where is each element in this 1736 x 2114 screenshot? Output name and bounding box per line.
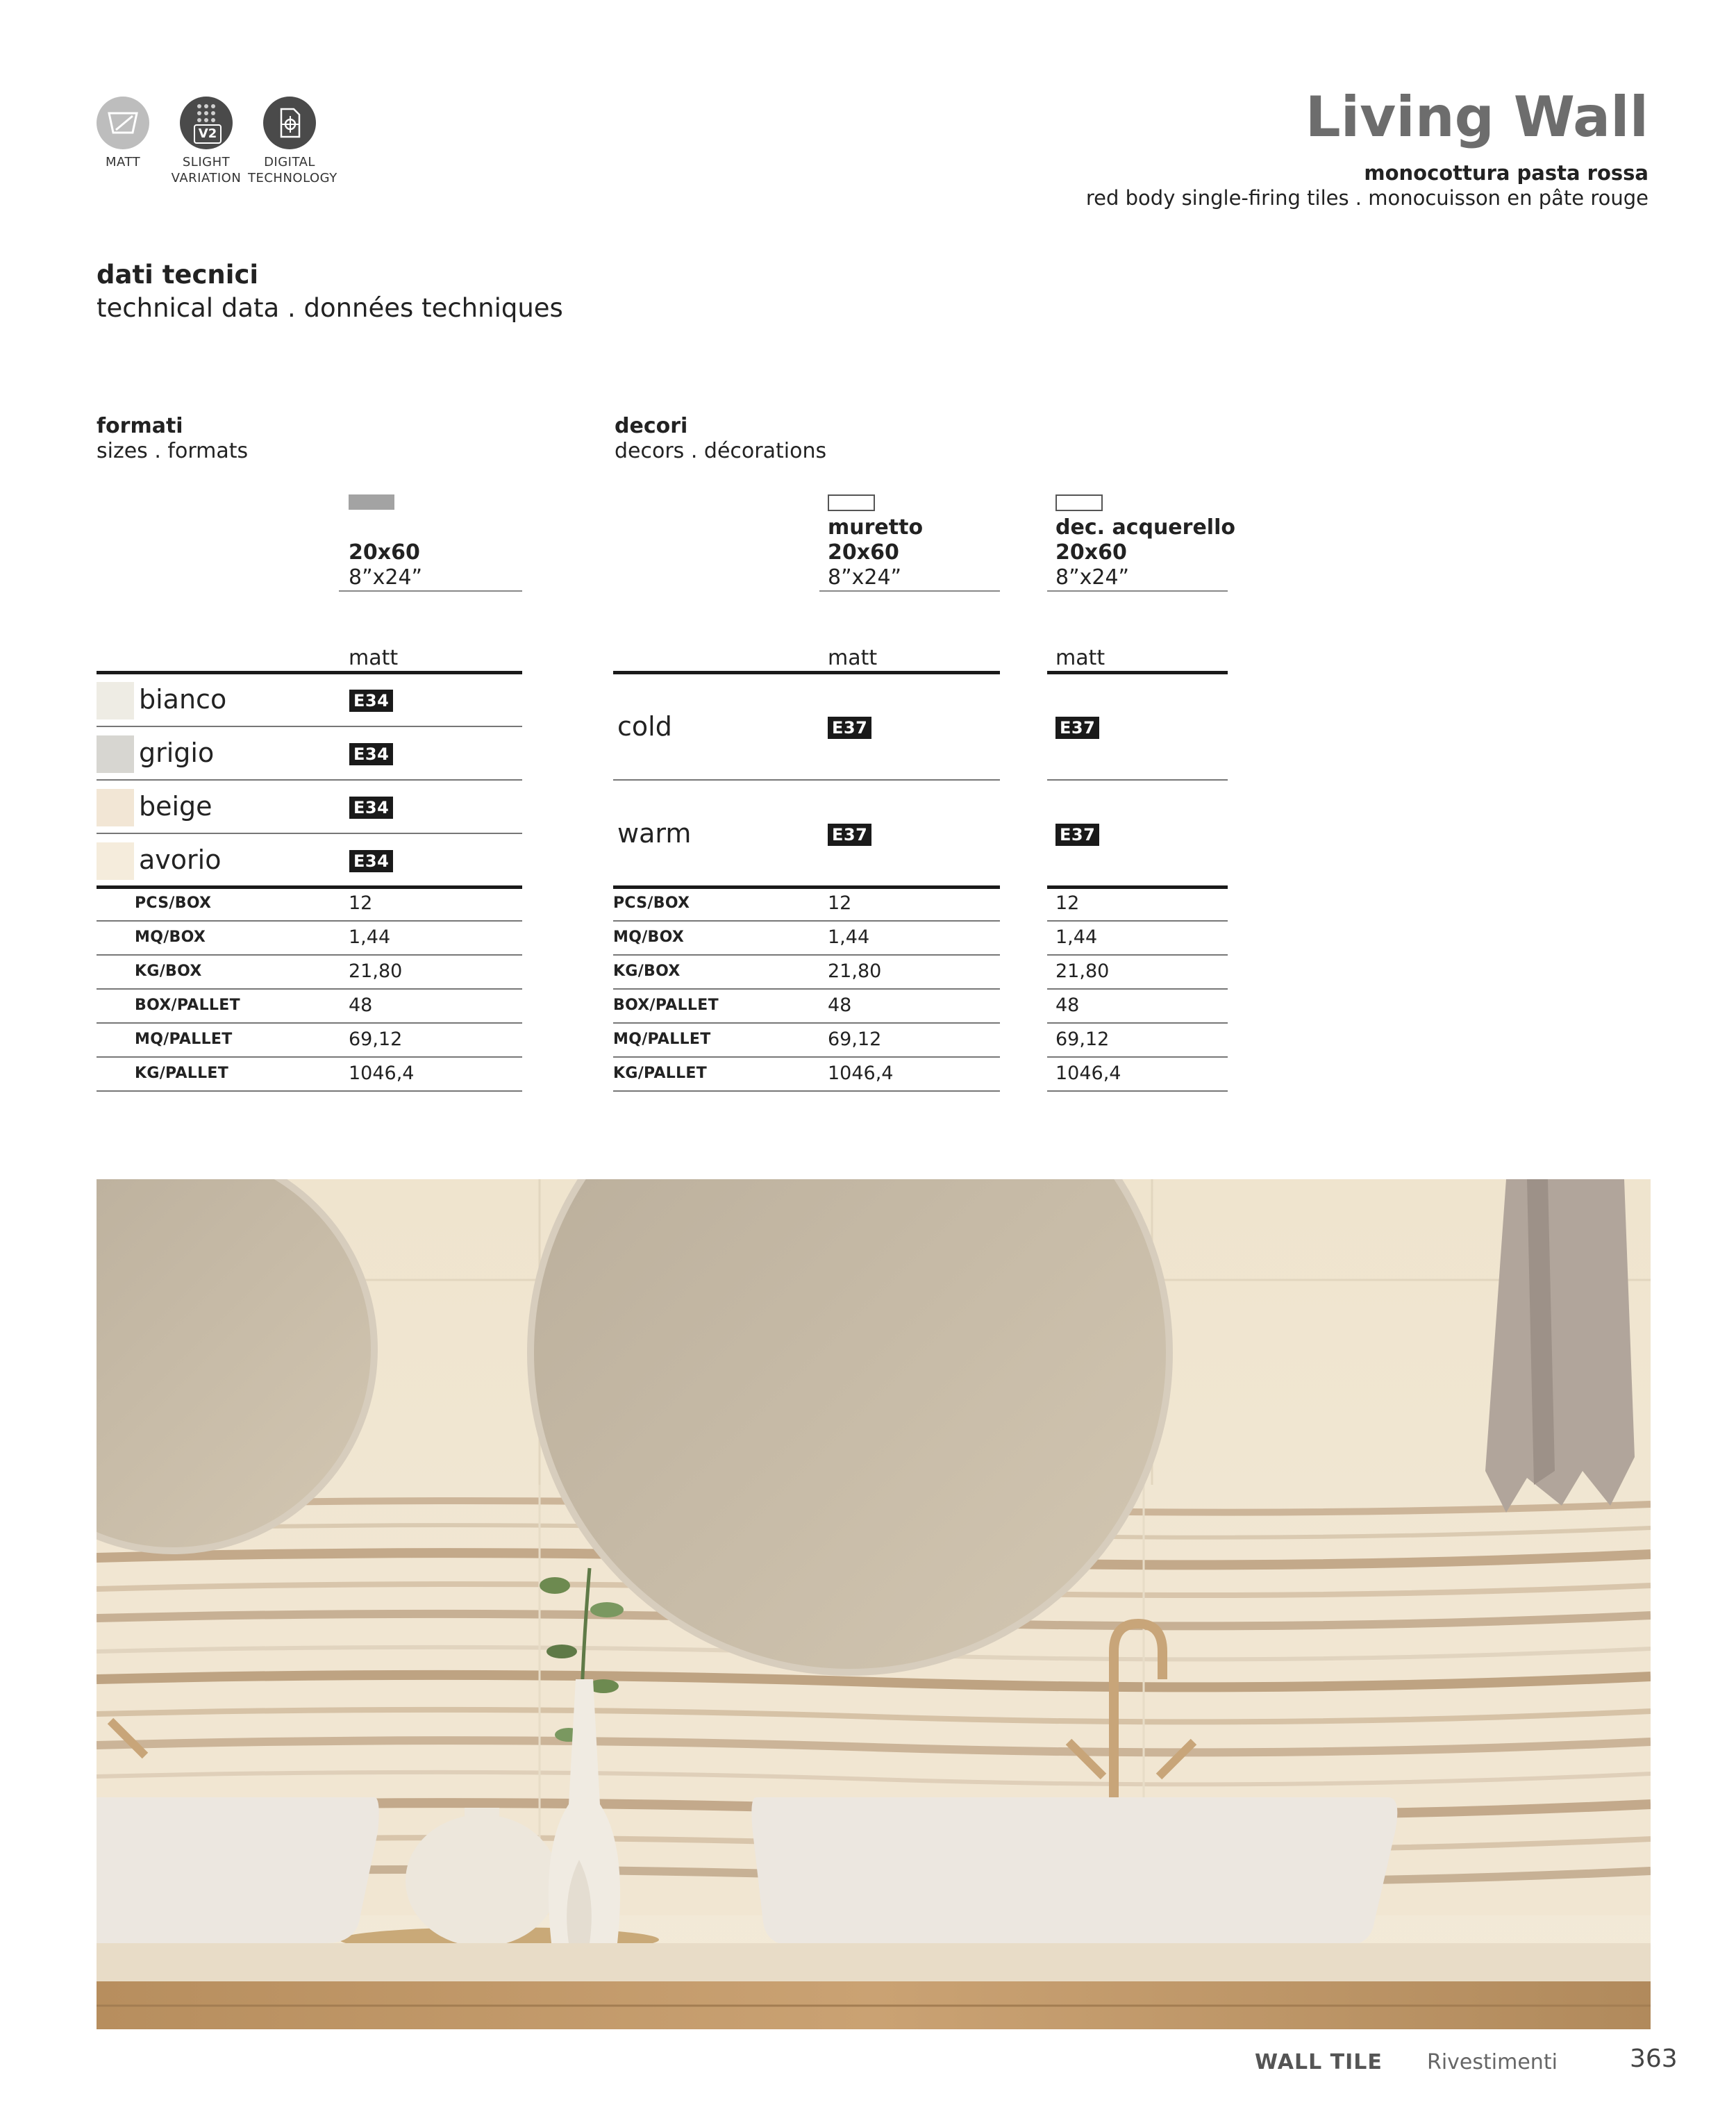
packing-value: 1046,4	[349, 1063, 415, 1084]
row-sep-3	[97, 833, 522, 834]
color-beige: beige	[139, 791, 212, 822]
formats-heading: formati	[97, 414, 183, 438]
decor-finish-acquerello: matt	[1055, 646, 1105, 670]
decor-packing-sep	[613, 1056, 1000, 1058]
decor-packing-value-muretto: 12	[828, 892, 852, 914]
decor-size-inch-muretto: 8”x24”	[828, 565, 902, 590]
decor-packing-sep	[613, 954, 1000, 956]
packing-value: 21,80	[349, 960, 403, 982]
packing-value: 69,12	[349, 1029, 403, 1050]
decors-heading: decori	[615, 414, 688, 438]
decor-packing-sep	[613, 988, 1000, 990]
decor-top-rule-1	[613, 671, 1000, 674]
code-badge-beige: E34	[349, 797, 393, 819]
packing-label: BOX/PALLET	[135, 997, 240, 1014]
digital-technology-caption	[248, 154, 337, 186]
packing-value: 12	[349, 892, 373, 914]
decor-finish-muretto: matt	[828, 646, 878, 670]
matt-icon	[97, 97, 149, 149]
decor-packing-value-acquerello: 12	[1055, 892, 1080, 914]
code-badge-grigio: E34	[349, 743, 393, 765]
code-badge-acquerello-cold: E37	[1055, 717, 1099, 739]
format-header-line	[339, 590, 522, 592]
decor-size-acquerello: 20x60	[1055, 540, 1127, 565]
decor-name-acquerello: dec. acquerello	[1055, 515, 1235, 540]
packing-label: MQ/PALLET	[135, 1031, 233, 1048]
row-sep-1	[97, 726, 522, 727]
decor-packing-sep	[613, 1022, 1000, 1024]
packing-rule-format	[97, 885, 522, 889]
packing-label: KG/BOX	[135, 963, 202, 980]
decor-header-line-muretto	[819, 590, 1000, 592]
digital-caption-line: DIGITAL	[264, 155, 315, 169]
matt-caption-line: MATT	[105, 155, 141, 169]
packing-sep	[97, 954, 522, 956]
decor-packing-sep	[613, 1090, 1000, 1092]
decor-packing-sep	[1047, 1022, 1228, 1024]
matt-caption	[81, 154, 165, 170]
packing-sep	[97, 1056, 522, 1058]
digital-technology-icon	[263, 97, 316, 149]
swatch-grigio	[97, 735, 134, 773]
packing-sep	[97, 1022, 522, 1024]
packing-sep	[97, 920, 522, 922]
subtitle-en-fr: red body single-firing tiles . monocuisson en pâte rouge	[1085, 186, 1649, 210]
section-title-it: dati tecnici	[97, 260, 259, 290]
packing-value: 1,44	[349, 926, 391, 948]
decor-packing-value-acquerello: 21,80	[1055, 960, 1110, 982]
formats-subheading: sizes . formats	[97, 439, 249, 463]
subtitle-italian: monocottura pasta rossa	[1364, 161, 1649, 185]
decor-size-muretto: 20x60	[828, 540, 899, 565]
decor-packing-label: BOX/PALLET	[613, 997, 719, 1014]
decor-header-line-acquerello	[1047, 590, 1228, 592]
page-title: Living Wall	[1305, 85, 1649, 149]
format-finish: matt	[349, 646, 399, 670]
code-badge-muretto-cold: E37	[828, 717, 871, 739]
digital-document-icon	[263, 97, 316, 149]
code-badge-bianco: E34	[349, 690, 393, 712]
color-grigio: grigio	[139, 738, 215, 768]
decor-packing-sep	[1047, 1056, 1228, 1058]
packing-label: PCS/BOX	[135, 894, 212, 912]
packing-label: KG/PALLET	[135, 1065, 229, 1082]
matt-icon-glyph	[97, 97, 149, 149]
packing-rule-decor-2	[1047, 885, 1228, 889]
code-badge-acquerello-warm: E37	[1055, 824, 1099, 846]
decor-packing-sep	[1047, 954, 1228, 956]
variation-caption-line: VARIATION	[171, 171, 242, 185]
format-size: 20x60	[349, 540, 420, 565]
packing-sep	[97, 1090, 522, 1092]
decor-chip-muretto	[828, 494, 875, 511]
footer-category: WALL TILE	[1255, 2050, 1383, 2074]
variant-sep-2	[1047, 779, 1228, 781]
decor-packing-value-acquerello: 1046,4	[1055, 1063, 1121, 1084]
swatch-avorio	[97, 842, 134, 880]
decor-packing-label: KG/PALLET	[613, 1065, 708, 1082]
variant-sep-1	[613, 779, 1000, 781]
decors-subheading: decors . décorations	[615, 439, 827, 463]
decor-packing-value-acquerello: 1,44	[1055, 926, 1098, 948]
color-avorio: avorio	[139, 844, 222, 875]
slight-variation-caption	[165, 154, 248, 186]
footer-category-it: Rivestimenti	[1427, 2050, 1558, 2074]
packing-rule-decor-1	[613, 885, 1000, 889]
decor-packing-value-muretto: 1,44	[828, 926, 870, 948]
packing-sep	[97, 988, 522, 990]
decor-packing-value-acquerello: 48	[1055, 994, 1080, 1016]
page-number: 363	[1630, 2045, 1678, 2073]
bathroom-illustration	[97, 1179, 1651, 2029]
decor-packing-sep	[1047, 988, 1228, 990]
swatch-bianco	[97, 682, 134, 719]
decor-packing-label: MQ/BOX	[613, 929, 685, 946]
slight-variation-icon	[180, 97, 233, 149]
format-chip	[349, 494, 394, 510]
variation-badge: V2	[194, 124, 222, 144]
format-size-inch: 8”x24”	[349, 565, 423, 590]
code-badge-avorio: E34	[349, 850, 393, 872]
decor-packing-sep	[1047, 920, 1228, 922]
swatch-beige	[97, 789, 134, 826]
decor-packing-label: KG/BOX	[613, 963, 681, 980]
decor-packing-sep	[613, 920, 1000, 922]
color-bianco: bianco	[139, 684, 227, 715]
decor-packing-value-muretto: 21,80	[828, 960, 882, 982]
row-sep-2	[97, 779, 522, 781]
decor-packing-label: MQ/PALLET	[613, 1031, 711, 1048]
decor-packing-label: PCS/BOX	[613, 894, 690, 912]
decor-packing-value-acquerello: 69,12	[1055, 1029, 1110, 1050]
section-title-en-fr: technical data . données techniques	[97, 293, 563, 323]
code-badge-muretto-warm: E37	[828, 824, 871, 846]
decor-top-rule-2	[1047, 671, 1228, 674]
slight-caption-line: SLIGHT	[182, 155, 231, 169]
technology-caption-line: TECHNOLOGY	[248, 171, 337, 185]
variant-cold: cold	[617, 711, 672, 742]
decor-name-muretto: muretto	[828, 515, 924, 540]
decor-size-inch-acquerello: 8”x24”	[1055, 565, 1130, 590]
decor-packing-value-muretto: 48	[828, 994, 852, 1016]
packing-value: 48	[349, 994, 373, 1016]
decor-packing-value-muretto: 1046,4	[828, 1063, 894, 1084]
decor-packing-sep	[1047, 1090, 1228, 1092]
packing-label: MQ/BOX	[135, 929, 206, 946]
variant-warm: warm	[617, 818, 692, 849]
format-top-rule	[97, 671, 522, 674]
bathroom-photo	[97, 1179, 1651, 2029]
decor-packing-value-muretto: 69,12	[828, 1029, 882, 1050]
decor-chip-acquerello	[1055, 494, 1103, 511]
